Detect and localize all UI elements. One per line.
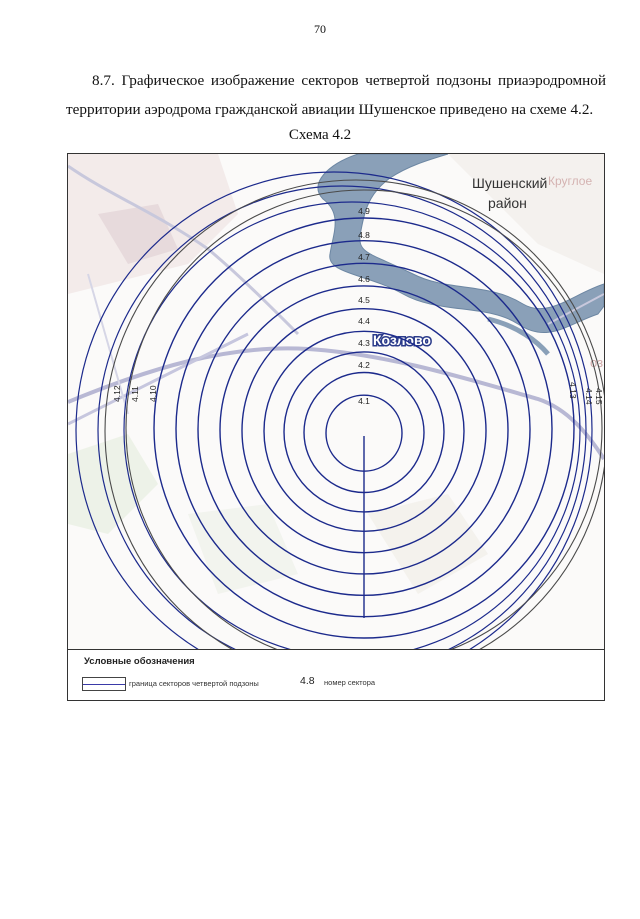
map-area	[68, 154, 604, 649]
sector-label-4-13: 4.13	[568, 382, 578, 399]
body-paragraph	[66, 66, 606, 124]
legend-sector-number-example: 4.8	[300, 675, 315, 687]
paragraph-line-2: территории аэродрома гражданской авиации Шушенское приведено на схеме 4.2.	[66, 101, 594, 118]
sector-labels-center	[358, 206, 370, 406]
sector-label-4-2: 4.2	[358, 360, 370, 370]
sector-labels-left	[112, 385, 158, 402]
sector-label-4-14: 4.14	[584, 388, 594, 405]
sector-label-4-9: 4.9	[358, 206, 370, 216]
sector-label-4-1: 4.1	[358, 396, 370, 406]
sector-label-4-8: 4.8	[358, 230, 370, 240]
legend-sector-number-label: номер сектора	[324, 678, 376, 687]
partial-label-right: оз	[590, 355, 604, 370]
scheme-title: Схема 4.2	[288, 127, 352, 143]
sector-label-4-4: 4.4	[358, 316, 370, 326]
sector-label-4-5: 4.5	[358, 295, 370, 305]
lake-label-partial: Круглое	[548, 174, 593, 188]
region-label-line1: Шушенский	[472, 175, 548, 191]
sector-label-4-15: 4.15	[594, 388, 604, 405]
sector-label-4-7: 4.7	[358, 252, 370, 262]
sector-label-4-10: 4.10	[148, 385, 158, 402]
sector-label-4-3: 4.3	[358, 338, 370, 348]
village-label: Козлово	[373, 332, 431, 348]
paragraph-line-1: 8.7. Графическое изображение секторов четвертой подзоны приаэродромной	[92, 72, 606, 89]
page-number: 70	[314, 22, 326, 36]
legend-title: Условные обозначения	[84, 656, 195, 667]
region-label-line2: район	[488, 195, 527, 211]
legend-boundary-swatch	[82, 677, 126, 691]
legend	[68, 649, 604, 701]
legend-boundary-label: граница секторов четвертой подзоны	[129, 679, 259, 688]
sector-map	[68, 154, 604, 649]
sector-label-4-6: 4.6	[358, 274, 370, 284]
scheme-map-frame	[67, 153, 605, 701]
sector-label-4-12: 4.12	[112, 385, 122, 402]
sector-label-4-11: 4.11	[130, 386, 140, 402]
